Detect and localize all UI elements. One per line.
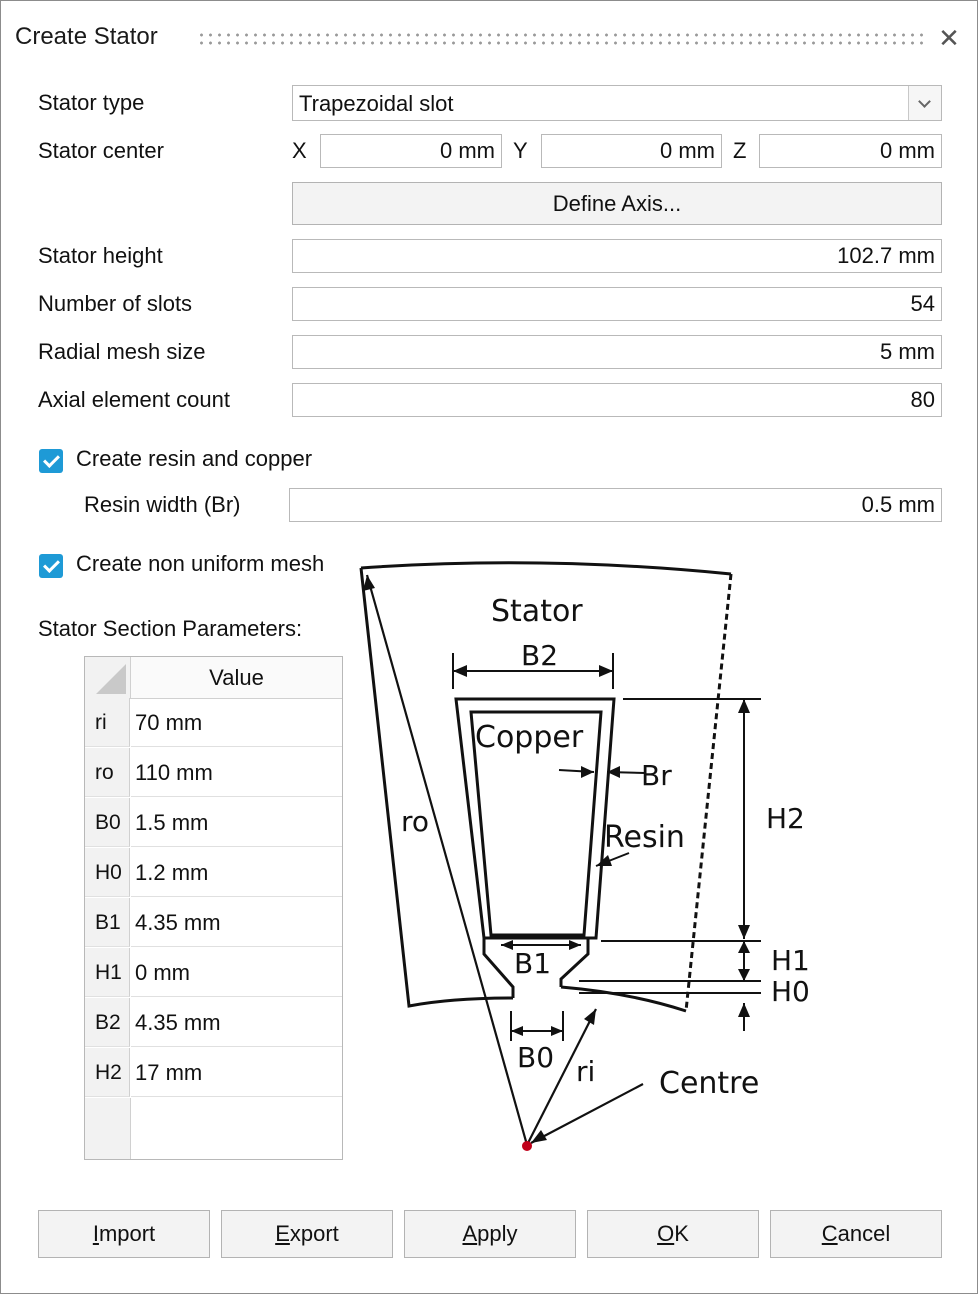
center-z-input[interactable]: 0 mm bbox=[759, 134, 942, 168]
row-header: B1 bbox=[85, 898, 130, 947]
import-button[interactable]: Import bbox=[38, 1210, 210, 1258]
row-header: ri bbox=[85, 698, 130, 747]
non-uniform-mesh-checkbox[interactable] bbox=[39, 554, 63, 578]
center-y-input[interactable]: 0 mm bbox=[541, 134, 722, 168]
row-value-cell[interactable]: 110 mm bbox=[131, 748, 342, 797]
create-resin-label: Create resin and copper bbox=[76, 446, 313, 471]
radial-mesh-size-input[interactable]: 5 mm bbox=[292, 335, 942, 369]
row-header: H2 bbox=[85, 1048, 130, 1097]
select-all-corner[interactable] bbox=[85, 657, 131, 699]
number-of-slots-label: Number of slots bbox=[38, 291, 193, 316]
row-header: H0 bbox=[85, 848, 130, 897]
table-row[interactable] bbox=[85, 948, 342, 998]
cancel-button[interactable]: Cancel bbox=[770, 1210, 942, 1258]
title-bar[interactable] bbox=[1, 1, 977, 73]
diagram-label-h2: H2 bbox=[766, 802, 805, 835]
diagram-label-resin: Resin bbox=[604, 820, 685, 855]
diagram-label-ro: ro bbox=[401, 805, 430, 838]
row-value-cell[interactable]: 17 mm bbox=[131, 1048, 342, 1097]
diagram-label-h0: H0 bbox=[771, 975, 810, 1008]
number-of-slots-input[interactable]: 54 bbox=[292, 287, 942, 321]
row-header: B2 bbox=[85, 998, 130, 1047]
drag-handle[interactable] bbox=[197, 31, 923, 47]
diagram-label-b0: B0 bbox=[517, 1041, 555, 1074]
section-parameters-label: Stator Section Parameters: bbox=[38, 616, 303, 641]
define-axis-button[interactable]: Define Axis... bbox=[292, 182, 942, 225]
resin-width-label: Resin width (Br) bbox=[84, 492, 241, 517]
row-header: H1 bbox=[85, 948, 130, 997]
diagram-label-copper: Copper bbox=[475, 720, 584, 755]
table-row[interactable] bbox=[85, 1048, 342, 1098]
centre-point bbox=[522, 1141, 532, 1151]
empty-row-header bbox=[85, 1098, 131, 1159]
radial-mesh-size-label: Radial mesh size bbox=[38, 339, 206, 364]
diagram-label-centre: Centre bbox=[659, 1066, 760, 1101]
diagram-label-b1: B1 bbox=[514, 947, 552, 980]
center-z-label: Z bbox=[733, 138, 747, 163]
stator-type-select[interactable] bbox=[292, 85, 942, 121]
row-header: B0 bbox=[85, 798, 130, 847]
diagram-label-b2: B2 bbox=[521, 639, 559, 672]
table-row[interactable] bbox=[85, 748, 342, 798]
section-parameters-table[interactable] bbox=[84, 656, 343, 1160]
close-icon[interactable]: ✕ bbox=[938, 23, 960, 53]
value-column-header[interactable]: Value bbox=[131, 657, 342, 699]
apply-button[interactable]: Apply bbox=[404, 1210, 576, 1258]
resin-width-input[interactable]: 0.5 mm bbox=[289, 488, 942, 522]
diagram-label-stator: Stator bbox=[491, 594, 583, 629]
export-button[interactable]: Export bbox=[221, 1210, 393, 1258]
table-row[interactable] bbox=[85, 848, 342, 898]
row-value-cell[interactable]: 1.5 mm bbox=[131, 798, 342, 847]
center-y-label: Y bbox=[513, 138, 528, 163]
row-value-cell[interactable]: 70 mm bbox=[131, 698, 342, 747]
stator-type-value: Trapezoidal slot bbox=[299, 91, 454, 116]
stator-slot-diagram bbox=[351, 541, 971, 1161]
non-uniform-mesh-label: Create non uniform mesh bbox=[76, 551, 325, 576]
row-value-cell[interactable]: 1.2 mm bbox=[131, 848, 342, 897]
stator-center-label: Stator center bbox=[38, 138, 164, 163]
axial-element-count-label: Axial element count bbox=[38, 387, 230, 412]
dialog-title: Create Stator bbox=[15, 23, 158, 50]
table-row[interactable] bbox=[85, 998, 342, 1048]
row-value-cell[interactable]: 0 mm bbox=[131, 948, 342, 997]
stator-type-label: Stator type bbox=[38, 90, 145, 115]
row-value-cell[interactable]: 4.35 mm bbox=[131, 998, 342, 1047]
stator-height-input[interactable]: 102.7 mm bbox=[292, 239, 942, 273]
center-x-input[interactable]: 0 mm bbox=[320, 134, 502, 168]
row-value-cell[interactable]: 4.35 mm bbox=[131, 898, 342, 947]
center-x-label: X bbox=[292, 138, 307, 163]
table-row[interactable] bbox=[85, 698, 342, 748]
stator-height-label: Stator height bbox=[38, 243, 163, 268]
row-header: ro bbox=[85, 748, 130, 797]
table-row[interactable] bbox=[85, 798, 342, 848]
diagram-label-br: Br bbox=[641, 759, 672, 792]
diagram-label-h1: H1 bbox=[771, 944, 810, 977]
create-resin-checkbox[interactable] bbox=[39, 449, 63, 473]
diagram-label-ri: ri bbox=[576, 1055, 596, 1088]
table-row[interactable] bbox=[85, 898, 342, 948]
chevron-down-icon[interactable] bbox=[908, 86, 941, 120]
axial-element-count-input[interactable]: 80 bbox=[292, 383, 942, 417]
ok-button[interactable]: OK bbox=[587, 1210, 759, 1258]
